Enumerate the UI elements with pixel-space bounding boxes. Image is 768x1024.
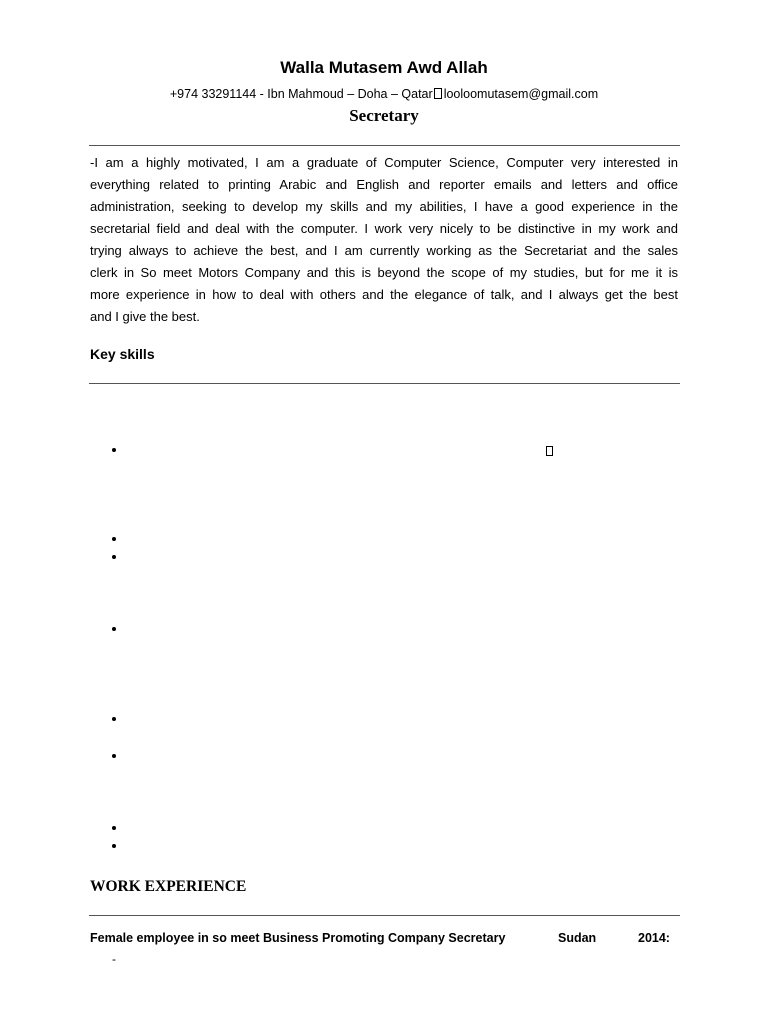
skill-bullet	[112, 627, 116, 631]
job-title: Female employee in so meet Business Promoting Company Secretary	[90, 931, 506, 945]
skill-bullet	[112, 717, 116, 721]
skill-bullet	[112, 555, 116, 559]
skill-bullet	[112, 754, 116, 758]
summary-line: clerk in So meet Motors Company and this is beyond the scope of my studies, but for me it is	[90, 265, 678, 280]
job-detail-marker: -	[112, 952, 116, 966]
summary-line: -I am a highly motivated, I am a graduate of Computer Science, Computer very interested in	[90, 155, 678, 170]
key-skills-heading: Key skills	[90, 346, 155, 362]
summary-line: administration, seeking to develop my skills and my abilities, I have a good experience in the	[90, 199, 678, 214]
email-icon	[434, 88, 442, 99]
header-divider	[89, 145, 680, 146]
job-location: Sudan	[558, 931, 597, 945]
missing-glyph-icon	[546, 446, 553, 456]
summary-line: and I give the best.	[90, 309, 200, 324]
job-year: 2014:	[638, 931, 670, 945]
work-divider	[89, 915, 680, 916]
skill-bullet	[112, 448, 116, 452]
summary-line: secretarial field and deal with the computer. I work very nicely to be distinctive in my work and	[90, 221, 678, 236]
contact-line	[0, 87, 768, 101]
work-experience-heading: WORK EXPERIENCE	[90, 878, 247, 895]
skill-bullet	[112, 537, 116, 541]
summary-line: more experience in how to deal with others and the elegance of talk, and I always get the best	[90, 287, 678, 302]
contact-email: looloomutasem@gmail.com	[443, 87, 599, 101]
skills-divider	[89, 383, 680, 384]
contact-details: +974 33291144 - Ibn Mahmoud – Doha – Qatar	[169, 87, 433, 101]
candidate-name: Walla Mutasem Awd Allah	[280, 58, 488, 77]
skill-bullet	[112, 844, 116, 848]
summary-line: trying always to achieve the best, and I am currently working as the Secretariat and the sales	[90, 243, 678, 258]
skill-bullet	[112, 826, 116, 830]
profile-summary	[90, 152, 678, 328]
job-role-title: Secretary	[349, 106, 419, 125]
summary-line: everything related to printing Arabic and English and reporter emails and letters and office	[90, 177, 678, 192]
